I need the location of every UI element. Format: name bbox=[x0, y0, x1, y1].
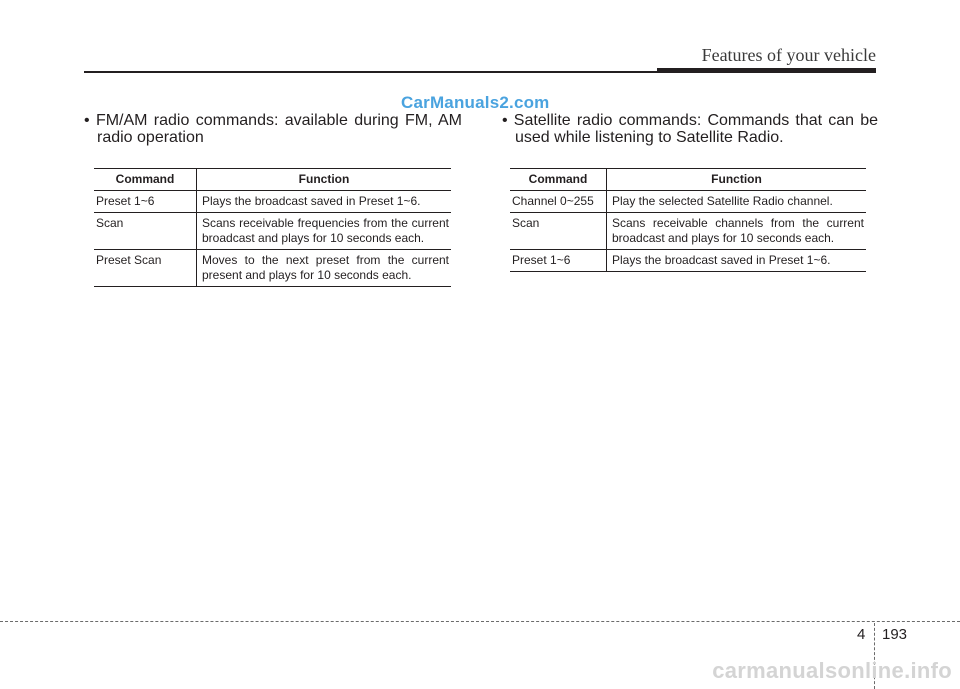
satellite-commands-bullet bbox=[502, 112, 878, 146]
bullet-text-line1: • FM/AM radio commands: available during FM, AM bbox=[84, 112, 463, 129]
function-cell: Plays the broadcast saved in Preset 1~6. bbox=[607, 250, 867, 272]
function-cell: Plays the broadcast saved in Preset 1~6. bbox=[197, 191, 452, 213]
page-number: 193 bbox=[882, 626, 908, 643]
command-cell: Preset Scan bbox=[94, 250, 197, 287]
function-cell: Play the selected Satellite Radio channel. bbox=[607, 191, 867, 213]
footer-divider bbox=[0, 621, 960, 622]
bullet-text-line2: radio operation bbox=[97, 129, 204, 146]
table-row bbox=[94, 250, 451, 287]
column-header-command: Command bbox=[510, 169, 607, 191]
bullet-text-line2: used while listening to Satellite Radio. bbox=[515, 129, 784, 146]
table-row bbox=[94, 213, 451, 250]
command-cell: Scan bbox=[510, 213, 607, 250]
page-header-title: Features of your vehicle bbox=[701, 45, 876, 65]
command-cell: Preset 1~6 bbox=[510, 250, 607, 272]
column-header-function: Function bbox=[607, 169, 867, 191]
watermark-top: CarManuals2.com bbox=[401, 93, 550, 112]
satellite-commands-table bbox=[510, 168, 866, 272]
function-cell: Scans receivable frequencies from the current broadcast and plays for 10 seconds each. bbox=[197, 213, 452, 250]
column-header-function: Function bbox=[197, 169, 452, 191]
table-row bbox=[510, 191, 866, 213]
fm-am-commands-table bbox=[94, 168, 451, 287]
header-rule-accent bbox=[657, 68, 876, 73]
bullet-text-line1: • Satellite radio commands: Commands that can be bbox=[502, 112, 879, 129]
function-cell: Scans receivable channels from the current broadcast and plays for 10 seconds each. bbox=[607, 213, 867, 250]
table-row bbox=[94, 191, 451, 213]
function-cell: Moves to the next preset from the current present and plays for 10 seconds each. bbox=[197, 250, 452, 287]
command-cell: Scan bbox=[94, 213, 197, 250]
fm-am-commands-bullet bbox=[84, 112, 462, 146]
section-number: 4 bbox=[857, 626, 866, 643]
watermark-bottom: carmanualsonline.info bbox=[712, 658, 952, 683]
command-cell: Channel 0~255 bbox=[510, 191, 607, 213]
table-row bbox=[510, 213, 866, 250]
column-header-command: Command bbox=[94, 169, 197, 191]
table-row bbox=[510, 250, 866, 272]
command-cell: Preset 1~6 bbox=[94, 191, 197, 213]
